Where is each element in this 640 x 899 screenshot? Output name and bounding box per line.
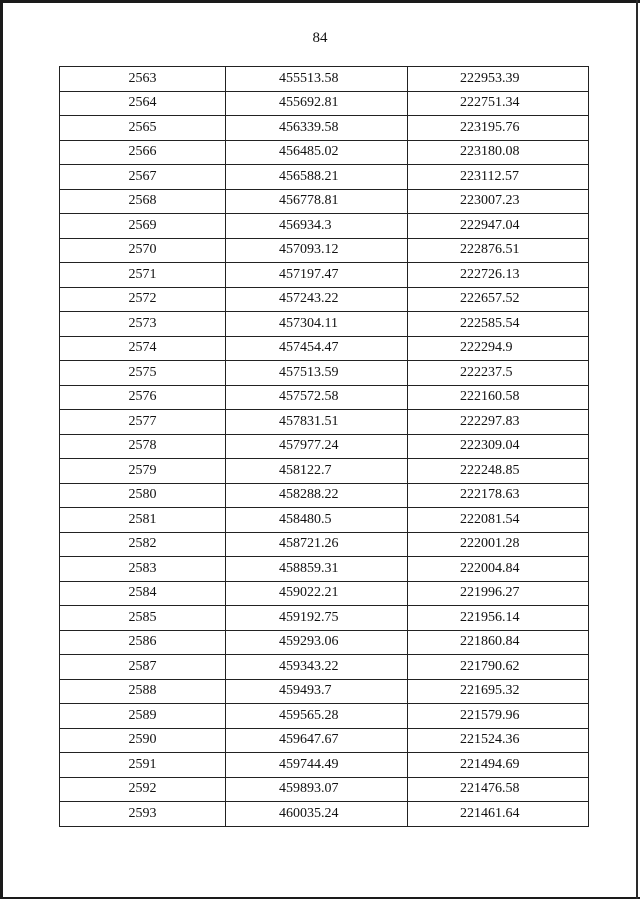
point-number-cell: 2586 xyxy=(60,630,226,655)
table-row xyxy=(60,728,589,753)
y-coordinate-cell: 222294.9 xyxy=(408,336,589,361)
x-coordinate-cell: 457243.22 xyxy=(226,287,408,312)
y-coordinate-cell: 222081.54 xyxy=(408,508,589,533)
y-coordinate-cell: 222876.51 xyxy=(408,238,589,263)
point-number-cell: 2563 xyxy=(60,67,226,92)
table-row xyxy=(60,557,589,582)
y-coordinate-cell: 222657.52 xyxy=(408,287,589,312)
table-row xyxy=(60,263,589,288)
table-row xyxy=(60,459,589,484)
point-number-cell: 2574 xyxy=(60,336,226,361)
table-row xyxy=(60,189,589,214)
x-coordinate-cell: 457197.47 xyxy=(226,263,408,288)
point-number-cell: 2590 xyxy=(60,728,226,753)
y-coordinate-cell: 221790.62 xyxy=(408,655,589,680)
x-coordinate-cell: 458859.31 xyxy=(226,557,408,582)
point-number-cell: 2593 xyxy=(60,802,226,827)
x-coordinate-cell: 456934.3 xyxy=(226,214,408,239)
table-row xyxy=(60,165,589,190)
y-coordinate-cell: 223112.57 xyxy=(408,165,589,190)
y-coordinate-cell: 222001.28 xyxy=(408,532,589,557)
x-coordinate-cell: 457831.51 xyxy=(226,410,408,435)
x-coordinate-cell: 459493.7 xyxy=(226,679,408,704)
table-row xyxy=(60,508,589,533)
x-coordinate-cell: 456778.81 xyxy=(226,189,408,214)
point-number-cell: 2567 xyxy=(60,165,226,190)
table-row xyxy=(60,116,589,141)
point-number-cell: 2571 xyxy=(60,263,226,288)
point-number-cell: 2583 xyxy=(60,557,226,582)
x-coordinate-cell: 458721.26 xyxy=(226,532,408,557)
y-coordinate-cell: 222004.84 xyxy=(408,557,589,582)
table-row xyxy=(60,704,589,729)
page-right-edge xyxy=(636,0,638,899)
table-row xyxy=(60,336,589,361)
y-coordinate-cell: 221494.69 xyxy=(408,753,589,778)
y-coordinate-cell: 221476.58 xyxy=(408,777,589,802)
point-number-cell: 2584 xyxy=(60,581,226,606)
y-coordinate-cell: 223007.23 xyxy=(408,189,589,214)
y-coordinate-cell: 222248.85 xyxy=(408,459,589,484)
y-coordinate-cell: 221461.64 xyxy=(408,802,589,827)
y-coordinate-cell: 221860.84 xyxy=(408,630,589,655)
x-coordinate-cell: 459744.49 xyxy=(226,753,408,778)
y-coordinate-cell: 222160.58 xyxy=(408,385,589,410)
table-row xyxy=(60,655,589,680)
x-coordinate-cell: 459565.28 xyxy=(226,704,408,729)
table-row xyxy=(60,777,589,802)
x-coordinate-cell: 456588.21 xyxy=(226,165,408,190)
table-row xyxy=(60,483,589,508)
y-coordinate-cell: 221956.14 xyxy=(408,606,589,631)
y-coordinate-cell: 222726.13 xyxy=(408,263,589,288)
x-coordinate-cell: 459022.21 xyxy=(226,581,408,606)
point-number-cell: 2589 xyxy=(60,704,226,729)
point-number-cell: 2566 xyxy=(60,140,226,165)
x-coordinate-cell: 456485.02 xyxy=(226,140,408,165)
x-coordinate-cell: 457454.47 xyxy=(226,336,408,361)
x-coordinate-cell: 455692.81 xyxy=(226,91,408,116)
x-coordinate-cell: 460035.24 xyxy=(226,802,408,827)
point-number-cell: 2580 xyxy=(60,483,226,508)
point-number-cell: 2565 xyxy=(60,116,226,141)
x-coordinate-cell: 457572.58 xyxy=(226,385,408,410)
coordinates-table-body xyxy=(60,67,589,827)
table-row xyxy=(60,238,589,263)
table-row xyxy=(60,361,589,386)
table-row xyxy=(60,140,589,165)
point-number-cell: 2588 xyxy=(60,679,226,704)
x-coordinate-cell: 459647.67 xyxy=(226,728,408,753)
y-coordinate-cell: 222178.63 xyxy=(408,483,589,508)
y-coordinate-cell: 222309.04 xyxy=(408,434,589,459)
table-row xyxy=(60,434,589,459)
point-number-cell: 2592 xyxy=(60,777,226,802)
point-number-cell: 2581 xyxy=(60,508,226,533)
x-coordinate-cell: 458122.7 xyxy=(226,459,408,484)
y-coordinate-cell: 221996.27 xyxy=(408,581,589,606)
x-coordinate-cell: 459192.75 xyxy=(226,606,408,631)
y-coordinate-cell: 221524.36 xyxy=(408,728,589,753)
y-coordinate-cell: 222953.39 xyxy=(408,67,589,92)
x-coordinate-cell: 457977.24 xyxy=(226,434,408,459)
y-coordinate-cell: 223195.76 xyxy=(408,116,589,141)
point-number-cell: 2579 xyxy=(60,459,226,484)
x-coordinate-cell: 459893.07 xyxy=(226,777,408,802)
y-coordinate-cell: 221695.32 xyxy=(408,679,589,704)
y-coordinate-cell: 222947.04 xyxy=(408,214,589,239)
table-row xyxy=(60,606,589,631)
point-number-cell: 2572 xyxy=(60,287,226,312)
table-row xyxy=(60,581,589,606)
table-row xyxy=(60,679,589,704)
y-coordinate-cell: 223180.08 xyxy=(408,140,589,165)
x-coordinate-cell: 455513.58 xyxy=(226,67,408,92)
x-coordinate-cell: 457304.11 xyxy=(226,312,408,337)
y-coordinate-cell: 222585.54 xyxy=(408,312,589,337)
x-coordinate-cell: 459343.22 xyxy=(226,655,408,680)
point-number-cell: 2573 xyxy=(60,312,226,337)
point-number-cell: 2577 xyxy=(60,410,226,435)
x-coordinate-cell: 458288.22 xyxy=(226,483,408,508)
point-number-cell: 2568 xyxy=(60,189,226,214)
y-coordinate-cell: 221579.96 xyxy=(408,704,589,729)
table-row xyxy=(60,312,589,337)
x-coordinate-cell: 457093.12 xyxy=(226,238,408,263)
point-number-cell: 2585 xyxy=(60,606,226,631)
table-row xyxy=(60,410,589,435)
page-number: 84 xyxy=(312,30,328,46)
table-row xyxy=(60,630,589,655)
point-number-cell: 2576 xyxy=(60,385,226,410)
point-number-cell: 2564 xyxy=(60,91,226,116)
table-row xyxy=(60,214,589,239)
table-row xyxy=(60,802,589,827)
table-row xyxy=(60,753,589,778)
x-coordinate-cell: 457513.59 xyxy=(226,361,408,386)
table-row xyxy=(60,91,589,116)
table-row xyxy=(60,67,589,92)
coordinates-table xyxy=(59,66,589,827)
point-number-cell: 2591 xyxy=(60,753,226,778)
x-coordinate-cell: 459293.06 xyxy=(226,630,408,655)
point-number-cell: 2570 xyxy=(60,238,226,263)
point-number-cell: 2582 xyxy=(60,532,226,557)
point-number-cell: 2575 xyxy=(60,361,226,386)
point-number-cell: 2569 xyxy=(60,214,226,239)
x-coordinate-cell: 458480.5 xyxy=(226,508,408,533)
point-number-cell: 2578 xyxy=(60,434,226,459)
y-coordinate-cell: 222237.5 xyxy=(408,361,589,386)
y-coordinate-cell: 222297.83 xyxy=(408,410,589,435)
table-row xyxy=(60,287,589,312)
point-number-cell: 2587 xyxy=(60,655,226,680)
table-row xyxy=(60,532,589,557)
x-coordinate-cell: 456339.58 xyxy=(226,116,408,141)
table-row xyxy=(60,385,589,410)
y-coordinate-cell: 222751.34 xyxy=(408,91,589,116)
